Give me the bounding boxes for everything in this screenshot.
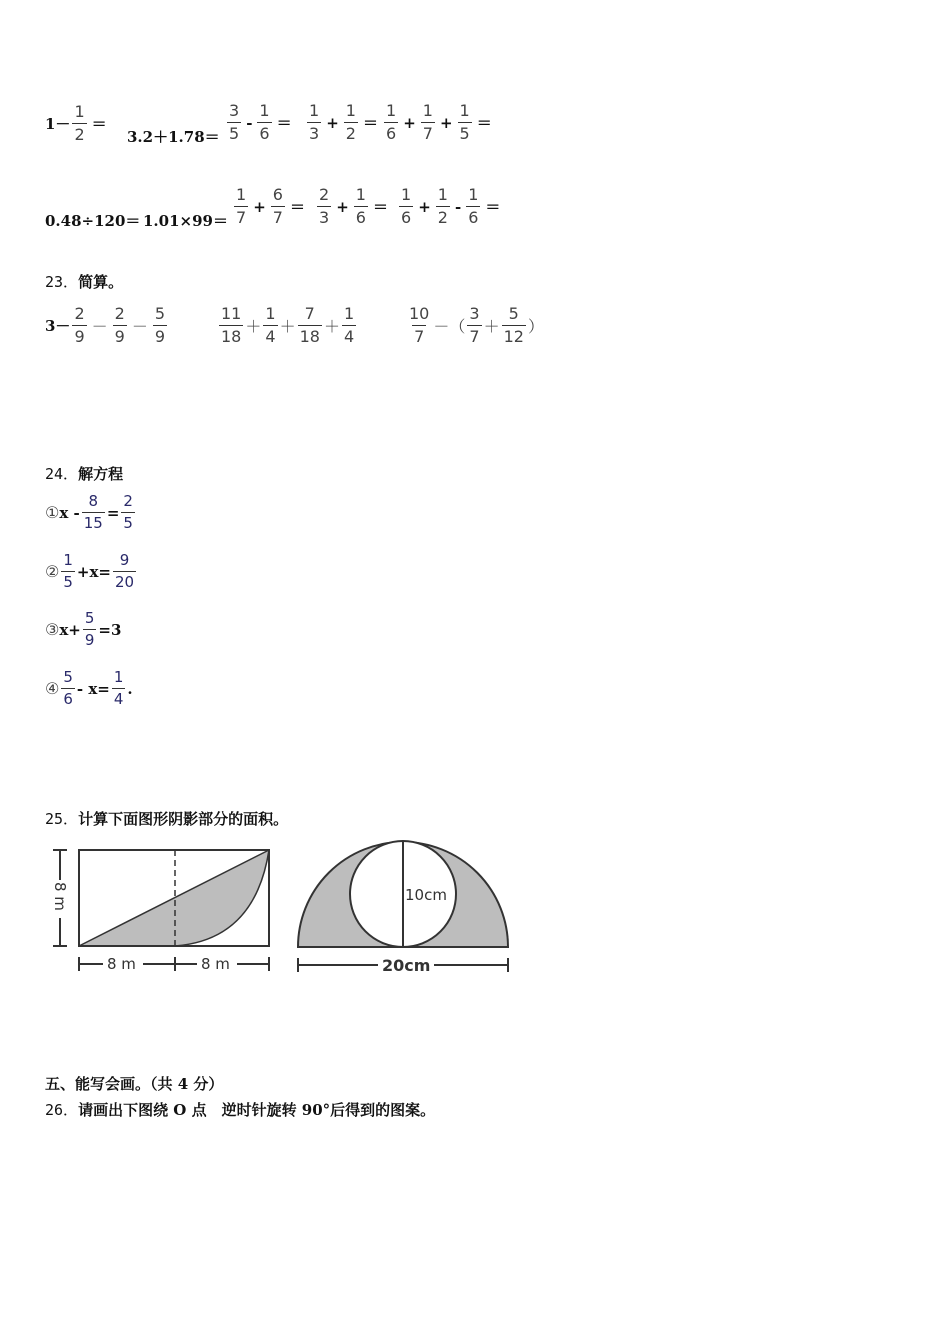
q24-eq2: ② $\frac{1}{5}$ +x= $\frac{9}{20}$ — [45, 551, 135, 591]
q25-figure-semicircle — [290, 832, 520, 982]
fraction: $\frac{1}{3}$ — [309, 101, 320, 143]
fraction: $\frac{1}{2}$ — [74, 102, 85, 144]
fraction: $\frac{1}{4}$ — [265, 304, 276, 346]
fraction: $\frac{1}{7}$ — [422, 101, 433, 143]
fraction: $\frac{1}{4}$ — [343, 304, 355, 346]
fraction: $\frac{5}{9}$ — [154, 304, 166, 346]
fraction: $\frac{1}{5}$ — [459, 101, 470, 143]
fraction: $\frac{1}{7}$ — [236, 185, 247, 227]
height-label: 8 m — [51, 882, 69, 911]
q23-expr1: 3－ $\frac{2}{9}$ － $\frac{2}{9}$ － $\frac{5}{9}$ — [45, 304, 166, 346]
fraction: $\frac{5}{6}$ — [63, 668, 73, 708]
fraction: $\frac{1}{6}$ — [259, 101, 270, 143]
fraction: $\frac{3}{5}$ — [229, 101, 240, 143]
q24-eq1: ① x - $\frac{8}{15}$ = $\frac{2}{5}$ — [45, 492, 133, 532]
fraction: $\frac{10}{7}$ — [409, 304, 430, 346]
row1-expr5: $\frac{1}{6}$ + $\frac{1}{7}$ + $\frac{1}{5}$ ＝ — [386, 101, 492, 143]
fraction: $\frac{5}{12}$ — [503, 304, 524, 346]
q23-expr2: $\frac{11}{18}$ ＋ $\frac{1}{4}$ ＋ $\frac{7}{18}$ ＋ $\frac{1}{4}$ — [221, 304, 355, 346]
fraction: $\frac{6}{7}$ — [272, 185, 283, 227]
fraction: $\frac{1}{2}$ — [437, 185, 448, 227]
fraction: $\frac{3}{7}$ — [469, 304, 480, 346]
row2-expr4: $\frac{2}{3}$ + $\frac{1}{6}$ ＝ — [319, 185, 388, 227]
row2-expr5: $\frac{1}{6}$ + $\frac{1}{2}$ - $\frac{1}{6}$ ＝ — [401, 185, 501, 227]
fraction: $\frac{2}{9}$ — [114, 304, 125, 346]
fraction: $\frac{1}{2}$ — [345, 101, 356, 143]
fraction: $\frac{1}{6}$ — [355, 185, 366, 227]
fraction: $\frac{1}{6}$ — [401, 185, 412, 227]
row2-expr1: 0.48÷120＝ — [45, 212, 141, 230]
fraction: $\frac{2}{9}$ — [74, 304, 85, 346]
row2-expr3: $\frac{1}{7}$ + $\frac{6}{7}$ ＝ — [236, 185, 305, 227]
q23-expr3: $\frac{10}{7}$ －（ $\frac{3}{7}$ ＋ $\frac{5}{12}$ ） — [409, 304, 544, 346]
fraction: $\frac{5}{9}$ — [84, 609, 95, 649]
fraction: $\frac{7}{18}$ — [299, 304, 320, 346]
base-label: 20cm — [382, 956, 431, 975]
row1-expr3: $\frac{3}{5}$ - $\frac{1}{6}$ ＝ — [229, 101, 292, 143]
q23-heading: 23．简算。 — [45, 273, 124, 291]
q25-figure-rectangle — [45, 840, 285, 980]
q24-eq4: ④ $\frac{5}{6}$ - x= $\frac{1}{4}$ . — [45, 668, 133, 708]
diameter-label: 10cm — [405, 886, 447, 904]
right-width-label: 8 m — [201, 955, 230, 973]
fraction: $\frac{1}{6}$ — [386, 101, 397, 143]
row1-expr1-lead: 1－ — [45, 115, 71, 133]
fraction: $\frac{2}{3}$ — [319, 185, 330, 227]
fraction: $\frac{1}{6}$ — [468, 185, 479, 227]
fraction: $\frac{1}{5}$ — [63, 551, 73, 591]
q24-eq3: ③ x+ $\frac{5}{9}$ =3 — [45, 609, 122, 649]
left-width-label: 8 m — [107, 955, 136, 973]
section5-heading: 五、能写会画。（共 4 分） — [45, 1075, 224, 1093]
row1-expr2: 3.2＋1.78＝ — [127, 128, 220, 146]
row2-expr2: 1.01×99＝ — [143, 212, 228, 230]
fraction: $\frac{1}{4}$ — [113, 668, 124, 708]
row1-expr1: 1－ $\frac{1}{2}$ ＝ — [45, 102, 107, 144]
fraction: $\frac{8}{15}$ — [83, 492, 103, 532]
fraction: $\frac{9}{20}$ — [114, 551, 135, 591]
row1-expr4: $\frac{1}{3}$ + $\frac{1}{2}$ ＝ — [309, 101, 378, 143]
q24-heading: 24．解方程 — [45, 465, 124, 483]
fraction: $\frac{11}{18}$ — [221, 304, 242, 346]
fraction: $\frac{2}{5}$ — [123, 492, 133, 532]
q25-heading: 25．计算下面图形阴影部分的面积。 — [45, 810, 289, 828]
q26-heading: 26．请画出下图绕 O 点 逆时针旋转 90°后得到的图案。 — [45, 1101, 436, 1119]
